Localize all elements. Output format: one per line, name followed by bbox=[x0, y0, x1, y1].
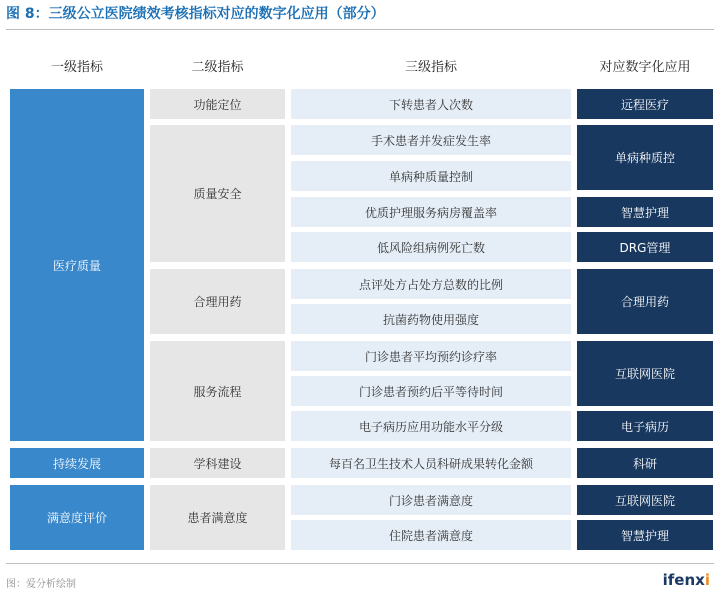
level3-row: 抗菌药物使用强度 bbox=[291, 304, 571, 334]
level3-row: 手术患者并发症发生率 bbox=[291, 125, 571, 155]
level3-row: 优质护理服务病房覆盖率 bbox=[291, 197, 571, 227]
level3-row: 门诊患者预约后平等待时间 bbox=[291, 376, 571, 406]
app-smart-nursing: 智慧护理 bbox=[577, 197, 713, 227]
level2-service-process: 服务流程 bbox=[150, 341, 285, 441]
app-internet-hospital-2: 互联网医院 bbox=[577, 485, 713, 515]
ifenxi-logo bbox=[663, 571, 710, 589]
app-single-disease-qc: 单病种质控 bbox=[577, 125, 713, 190]
level2-quality-safety: 质量安全 bbox=[150, 125, 285, 262]
level2-rational-drug-use: 合理用药 bbox=[150, 269, 285, 334]
level3-row: 电子病历应用功能水平分级 bbox=[291, 411, 571, 441]
source-note: 图：爱分析绘制 bbox=[6, 579, 76, 590]
level3-row: 下转患者人次数 bbox=[291, 89, 571, 119]
level2-discipline-construction: 学科建设 bbox=[150, 448, 285, 478]
logo-accent: i bbox=[704, 571, 710, 589]
header-level2: 二级指标 bbox=[191, 60, 244, 75]
level3-row: 门诊患者满意度 bbox=[291, 485, 571, 515]
level1-medical-quality: 医疗质量 bbox=[10, 89, 144, 441]
level2-function-positioning: 功能定位 bbox=[150, 89, 285, 119]
app-research: 科研 bbox=[577, 448, 713, 478]
level1-sustainable-development: 持续发展 bbox=[10, 448, 144, 478]
app-internet-hospital: 互联网医院 bbox=[577, 341, 713, 406]
top-rule bbox=[6, 29, 714, 30]
level1-satisfaction: 满意度评价 bbox=[10, 485, 144, 550]
app-drg-management: DRG管理 bbox=[577, 232, 713, 262]
app-telemedicine: 远程医疗 bbox=[577, 89, 713, 119]
level3-row: 每百名卫生技术人员科研成果转化金额 bbox=[291, 448, 571, 478]
figure-title: 图 8：三级公立医院绩效考核指标对应的数字化应用（部分） bbox=[6, 6, 385, 22]
app-emr: 电子病历 bbox=[577, 411, 713, 441]
logo-main: ifenx bbox=[662, 571, 705, 589]
level3-row: 低风险组病例死亡数 bbox=[291, 232, 571, 262]
header-level3: 三级指标 bbox=[404, 60, 457, 75]
header-apps: 对应数字化应用 bbox=[599, 60, 691, 75]
level3-row: 门诊患者平均预约诊疗率 bbox=[291, 341, 571, 371]
bottom-rule bbox=[6, 563, 714, 564]
app-smart-nursing-2: 智慧护理 bbox=[577, 520, 713, 550]
level3-row: 单病种质量控制 bbox=[291, 161, 571, 191]
app-rational-drug-use: 合理用药 bbox=[577, 269, 713, 334]
header-level1: 一级指标 bbox=[50, 60, 103, 75]
level3-row: 住院患者满意度 bbox=[291, 520, 571, 550]
level3-row: 点评处方占处方总数的比例 bbox=[291, 269, 571, 299]
level2-patient-satisfaction: 患者满意度 bbox=[150, 485, 285, 550]
